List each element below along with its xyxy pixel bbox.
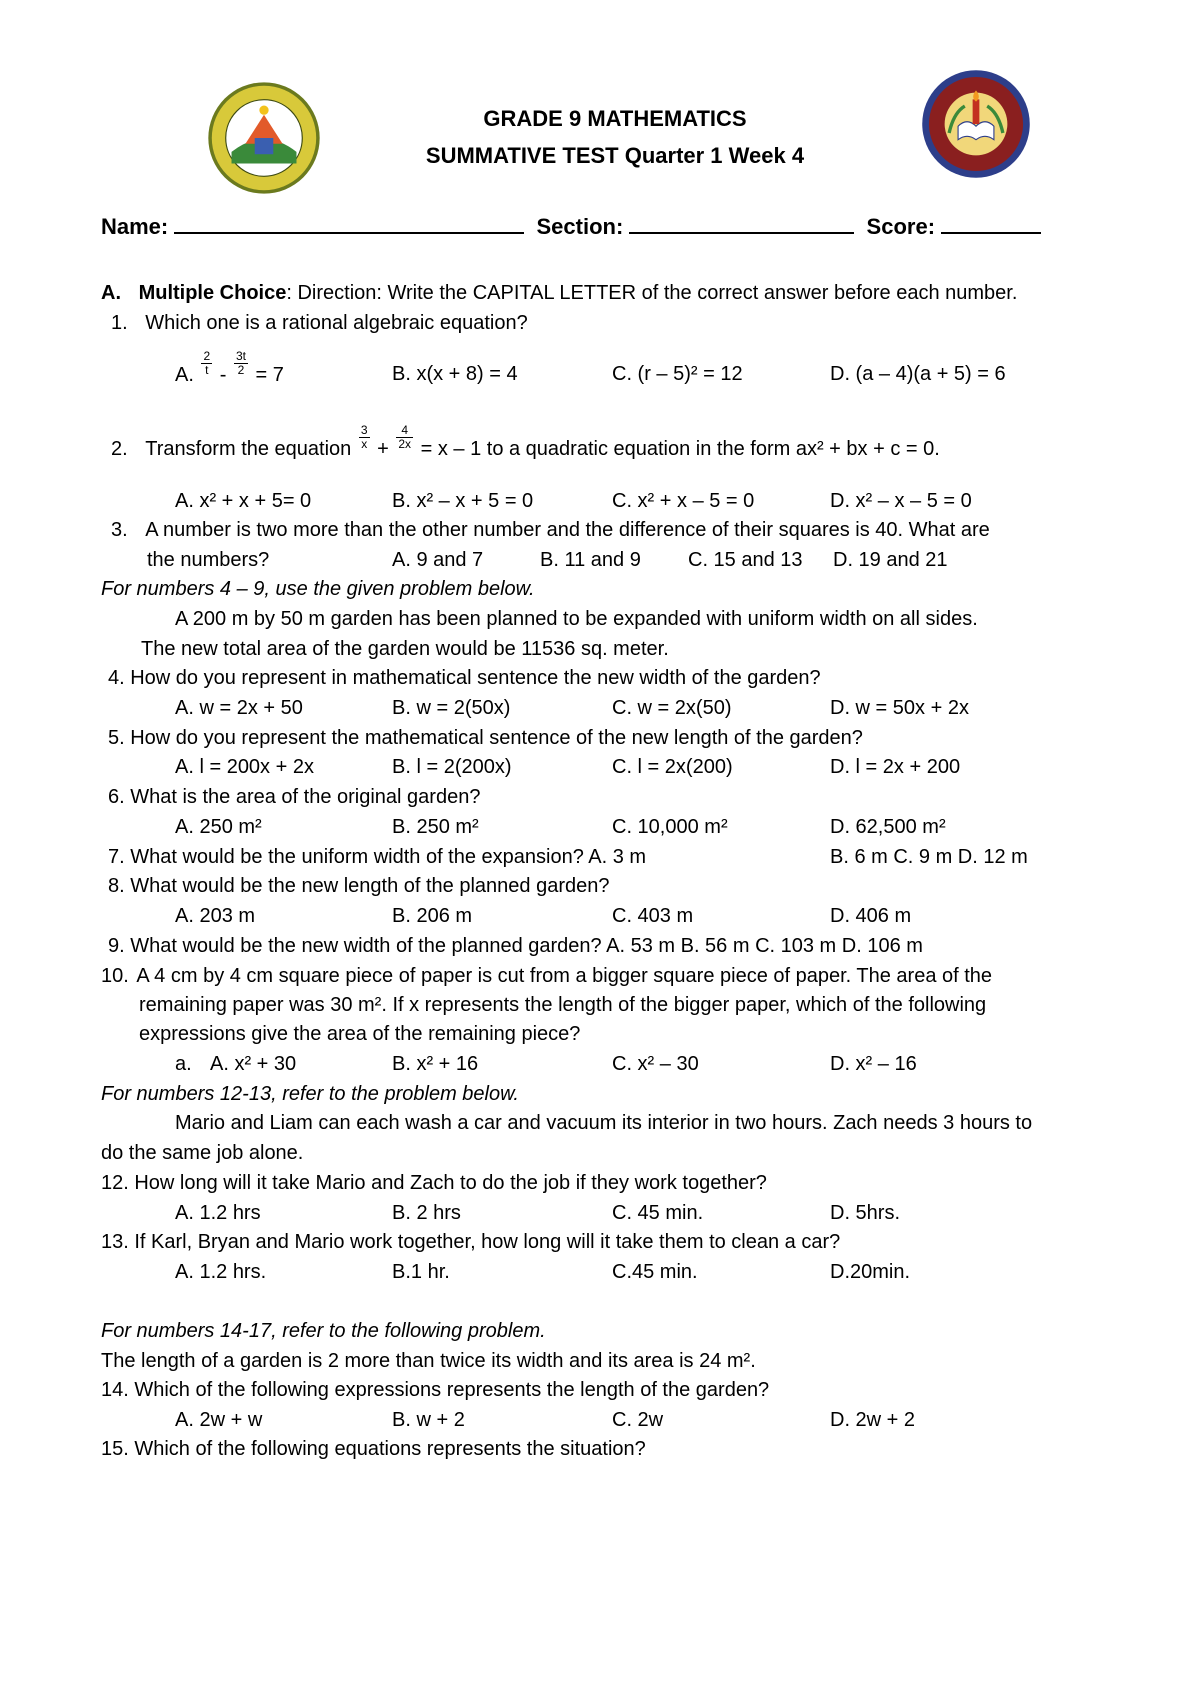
q4-option-b: B. w = 2(50x)	[392, 697, 511, 719]
q13-option-b: B.1 hr.	[392, 1261, 450, 1283]
q4-option-c: C. w = 2x(50)	[612, 697, 732, 719]
section-a-heading	[101, 281, 1017, 305]
page-subtitle: SUMMATIVE TEST Quarter 1 Week 4	[425, 143, 805, 168]
question-number: 2.	[111, 437, 128, 460]
q3-option-d: D. 19 and 21	[833, 549, 948, 571]
name-label: Name:	[101, 214, 169, 239]
q3-text-cont: the numbers?	[147, 549, 270, 571]
question-13: 13. If Karl, Bryan and Mario work together, how long will it take them to clean a car?	[101, 1231, 841, 1253]
fraction	[359, 424, 370, 451]
q3-option-a: A. 9 and 7	[392, 549, 484, 571]
page-title: GRADE 9 MATHEMATICS	[483, 106, 747, 131]
q1-option-d: D. (a – 4)(a + 5) = 6	[830, 363, 1006, 385]
q14-option-c: C. 2w	[612, 1409, 664, 1431]
q10-option-d: D. x² – 16	[830, 1053, 917, 1075]
q1-option-c: C. (r – 5)² = 12	[612, 363, 743, 385]
q14-option-d: D. 2w + 2	[830, 1409, 916, 1431]
problem-text: The length of a garden is 2 more than twice its width and its area is 24 m².	[101, 1350, 756, 1372]
q2-option-c: C. x² + x – 5 = 0	[612, 490, 755, 512]
question-number: 1.	[111, 312, 128, 334]
section-blank[interactable]	[629, 212, 854, 234]
q3-option-b: B. 11 and 9	[540, 549, 641, 571]
question-12: 12. How long will it take Mario and Zach to do the job if they work together?	[101, 1172, 767, 1194]
fraction-denominator: x	[361, 437, 368, 451]
q10-sub-marker: a.	[175, 1053, 192, 1075]
score-blank[interactable]	[941, 212, 1041, 234]
problem-text: A 200 m by 50 m garden has been planned to be expanded with uniform width on all sides.	[175, 608, 978, 630]
q3-option-c: C. 15 and 13	[688, 549, 803, 571]
q2-option-a: A. x² + x + 5= 0	[175, 490, 312, 512]
question-5: 5. How do you represent the mathematical sentence of the new length of the garden?	[108, 727, 863, 749]
fraction-denominator: 2	[237, 363, 245, 377]
question-8: 8. What would be the new length of the planned garden?	[108, 875, 610, 897]
q10-option-c: C. x² – 30	[612, 1053, 699, 1075]
fraction-numerator: 4	[396, 424, 413, 438]
question-4: 4. How do you represent in mathematical sentence the new width of the garden?	[108, 667, 821, 689]
student-info-row	[101, 212, 1041, 239]
section-a-direction: : Direction: Write the CAPITAL LETTER of the correct answer before each number.	[286, 282, 1018, 304]
fraction-numerator: 3	[360, 423, 368, 437]
q12-option-d: D. 5hrs.	[830, 1202, 901, 1224]
question-9: 9. What would be the new width of the planned garden? A. 53 m B. 56 m C. 103 m D. 106 m	[108, 935, 923, 957]
question-10-cont: remaining paper was 30 m². If x represents the length of the bigger paper, which of the following	[139, 994, 987, 1016]
problem-text: do the same job alone.	[101, 1142, 304, 1164]
q6-option-a: A. 250 m²	[175, 816, 262, 838]
q13-option-d: D.20min.	[830, 1261, 911, 1283]
fraction-denominator: 2x	[398, 437, 412, 451]
question-2	[111, 423, 940, 463]
division-seal-icon	[206, 80, 322, 196]
fraction-numerator: 3t	[235, 349, 246, 363]
section-a-letter: A.	[101, 282, 121, 304]
q14-option-a: A. 2w + w	[175, 1409, 263, 1431]
fraction	[234, 350, 248, 377]
q14-option-b: B. w + 2	[392, 1409, 465, 1431]
fraction	[201, 350, 212, 377]
q8-option-b: B. 206 m	[392, 905, 473, 927]
question-number: 3.	[111, 519, 128, 541]
fraction	[396, 424, 413, 451]
q13-option-c: C.45 min.	[612, 1261, 698, 1283]
q6-option-b: B. 250 m²	[392, 816, 479, 838]
q2-option-b: B. x² – x + 5 = 0	[392, 490, 534, 512]
question-14: 14. Which of the following expressions represents the length of the garden?	[101, 1379, 770, 1401]
problem-text: The new total area of the garden would be 11536 sq. meter.	[141, 638, 669, 660]
section-label: Section:	[536, 214, 624, 239]
question-10-cont: expressions give the area of the remaining piece?	[139, 1023, 581, 1045]
q8-option-c: C. 403 m	[612, 905, 694, 927]
instruction-note: For numbers 4 – 9, use the given problem below.	[101, 578, 535, 600]
question-15: 15. Which of the following equations represents the situation?	[101, 1438, 646, 1460]
q6-option-c: C. 10,000 m²	[612, 816, 728, 838]
q13-option-a: A. 1.2 hrs.	[175, 1261, 267, 1283]
operator: -	[219, 363, 227, 386]
q2-option-d: D. x² – x – 5 = 0	[830, 490, 972, 512]
q5-option-d: D. l = 2x + 200	[830, 756, 961, 778]
q12-option-b: B. 2 hrs	[392, 1202, 461, 1224]
option-letter: A.	[175, 363, 194, 386]
name-blank[interactable]	[174, 212, 524, 234]
fraction-numerator: 2	[203, 349, 211, 363]
q4-option-d: D. w = 50x + 2x	[830, 697, 969, 719]
question-10	[101, 964, 992, 988]
question-text-rest: = x – 1 to a quadratic equation in the form ax² + bx + c = 0.	[420, 437, 940, 460]
operator: +	[377, 437, 389, 460]
question-1	[111, 311, 528, 335]
question-text: Which one is a rational algebraic equation?	[145, 312, 528, 334]
equation-rest: = 7	[255, 363, 284, 386]
q5-option-c: C. l = 2x(200)	[612, 756, 733, 778]
q5-option-a: A. l = 200x + 2x	[175, 756, 314, 778]
q7-options-rest: B. 6 m C. 9 m D. 12 m	[830, 846, 1028, 868]
score-label: Score:	[866, 214, 936, 239]
question-text: A 4 cm by 4 cm square piece of paper is cut from a bigger square piece of paper. The area of the	[136, 965, 993, 987]
question-text: A number is two more than the other number and the difference of their squares is 40. What are	[145, 519, 990, 541]
q12-option-a: A. 1.2 hrs	[175, 1202, 261, 1224]
q1-option-a	[175, 349, 284, 389]
school-seal-icon	[920, 68, 1032, 180]
q12-option-c: C. 45 min.	[612, 1202, 704, 1224]
instruction-note: For numbers 14-17, refer to the following problem.	[101, 1320, 546, 1342]
q10-option-a: A. x² + 30	[210, 1053, 297, 1075]
question-text: Transform the equation	[145, 437, 352, 460]
question-6: 6. What is the area of the original garden?	[108, 786, 481, 808]
problem-text: Mario and Liam can each wash a car and vacuum its interior in two hours. Zach needs 3 hours to	[175, 1112, 1033, 1134]
q8-option-a: A. 203 m	[175, 905, 256, 927]
q6-option-d: D. 62,500 m²	[830, 816, 946, 838]
q10-option-b: B. x² + 16	[392, 1053, 479, 1075]
instruction-note: For numbers 12-13, refer to the problem below.	[101, 1083, 519, 1105]
q4-option-a: A. w = 2x + 50	[175, 697, 303, 719]
q1-option-b: B. x(x + 8) = 4	[392, 363, 518, 385]
fraction-denominator: t	[205, 363, 209, 377]
q5-option-b: B. l = 2(200x)	[392, 756, 512, 778]
section-a-title: Multiple Choice	[138, 282, 287, 304]
question-number: 10.	[101, 965, 129, 987]
question-7: 7. What would be the uniform width of the expansion? A. 3 m	[108, 846, 647, 868]
q8-option-d: D. 406 m	[830, 905, 912, 927]
question-3	[111, 518, 990, 542]
